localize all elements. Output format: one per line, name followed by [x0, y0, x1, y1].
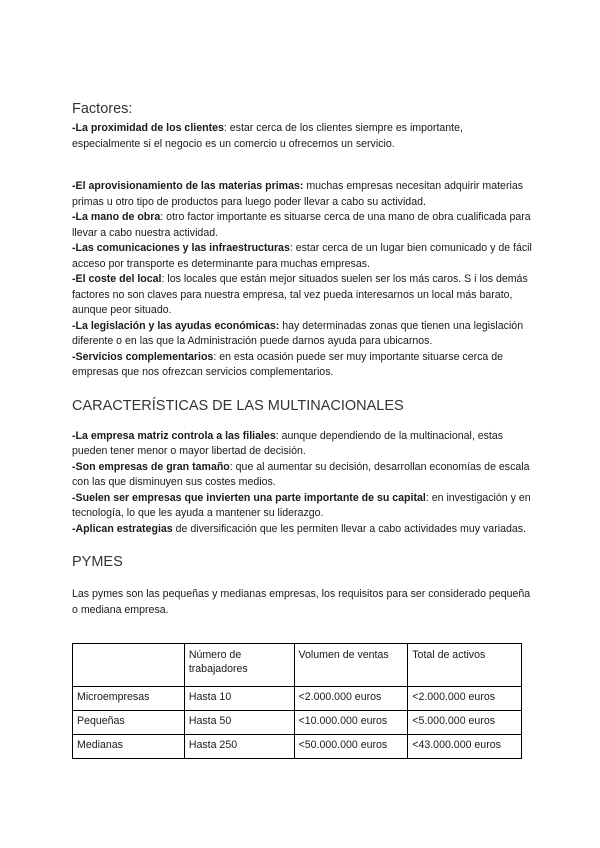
document-page: [72, 100, 534, 759]
table-cell: <10.000.000 euros: [294, 711, 408, 735]
factor-item-aprovisionamiento: [72, 179, 534, 210]
factor-item-coste-local: [72, 272, 534, 319]
factor-term: -Las comunicaciones y las infraestructuras: [72, 242, 290, 254]
factor-text: : estar cerca de un lugar bien comunicado y de fácil acceso por transporte es determinante para muchas empresas.: [72, 242, 532, 270]
table-cell: Medianas: [73, 735, 185, 759]
multinacional-text: : en investigación y en tecnología, lo que les ayuda a mantener su liderazgo.: [72, 491, 531, 519]
factores-heading: Factores:: [72, 101, 133, 117]
multinacional-term: -Aplican estrategias: [72, 522, 173, 535]
factor-item-mano-de-obra: [72, 210, 534, 241]
table-cell: Hasta 50: [184, 711, 294, 735]
pymes-heading: PYMES: [72, 554, 123, 570]
multinacional-text: : que al aumentar su decisión, desarrollan economías de escala con las que disminuyen sus costes medios.: [72, 460, 530, 488]
table-cell: <50.000.000 euros: [294, 735, 408, 759]
factor-text: : en esta ocasión puede ser muy importante situarse cerca de empresas que nos ofrezcan servicios complementarios.: [72, 350, 504, 378]
table-cell: Hasta 250: [184, 735, 294, 759]
table-cell: Hasta 10: [184, 687, 294, 711]
table-header-cell: Total de activos: [408, 644, 522, 687]
factor-item-servicios: [72, 350, 534, 381]
factor-item-legislacion: [72, 319, 534, 350]
table-row: [73, 711, 522, 735]
factor-term: -El coste del local: [72, 273, 162, 285]
table-cell: <5.000.000 euros: [408, 711, 522, 735]
multinacional-item: [72, 460, 534, 491]
multinacional-term: -Son empresas de gran tamaño: [72, 460, 230, 473]
factor-term: -La legislación y las ayudas económicas:: [72, 319, 280, 332]
factor-text: muchas empresas necesitan adquirir materias primas u otro tipo de productos para luego poder llevar a cabo su actividad.: [72, 180, 524, 208]
factor-term: -La mano de obra: [72, 211, 161, 223]
multinacional-item: [72, 522, 534, 538]
multinacional-text: de diversificación que les permiten llevar a cabo actividades muy variadas.: [172, 522, 526, 535]
table-cell: <43.000.000 euros: [408, 735, 522, 759]
factor-term: -La proximidad de los clientes: [72, 122, 224, 134]
factor-item-comunicaciones: [72, 241, 534, 272]
table-row: [73, 687, 522, 711]
factor-term: -Servicios complementarios: [72, 350, 214, 363]
table-cell: <2.000.000 euros: [294, 687, 408, 711]
pymes-intro: Las pymes son las pequeñas y medianas empresas, los requisitos para ser considerado pequeña o mediana empresa.: [72, 588, 531, 616]
multinacional-item: [72, 429, 534, 460]
table-cell: Microempresas: [73, 687, 185, 711]
factor-text: : los locales que están mejor situados suelen ser los más caros. S i los demás factores no son claves para nuestra empresa, tal vez pueda interesarnos un local más barato, aunque peor situado.: [72, 273, 528, 316]
factor-item-proximidad: [72, 121, 534, 152]
factor-text: : estar cerca de los clientes siempre es importante, especialmente si el negocio es un comercio u ofrecemos un servicio.: [72, 122, 463, 150]
factor-term: -El aprovisionamiento de las materias primas:: [72, 180, 304, 192]
multinacional-term: -Suelen ser empresas que invierten una parte importante de su capital: [72, 491, 426, 504]
table-header-cell: [73, 644, 185, 687]
multinacional-term: -La empresa matriz controla a las filiales: [72, 429, 276, 442]
factor-text: : otro factor importante es situarse cerca de una mano de obra cualificada para llevar a cabo nuestra actividad.: [72, 211, 531, 239]
table-header-row: [73, 644, 522, 687]
multinacional-text: : aunque dependiendo de la multinacional, estas pueden tener menor o mayor libertad de decisión.: [72, 429, 504, 457]
table-cell: <2.000.000 euros: [408, 687, 522, 711]
pymes-table: [72, 643, 522, 759]
multinacionales-heading: CARACTERÍSTICAS DE LAS MULTINACIONALES: [72, 397, 404, 414]
table-header-cell: Número de trabajadores: [184, 644, 294, 687]
multinacional-item: [72, 491, 534, 522]
table-cell: Pequeñas: [73, 711, 185, 735]
factor-text: hay determinadas zonas que tienen una legislación diferente o en las que la Administración puede darnos ayuda para ubicarnos.: [72, 319, 524, 347]
table-row: [73, 735, 522, 759]
table-header-cell: Volumen de ventas: [294, 644, 408, 687]
